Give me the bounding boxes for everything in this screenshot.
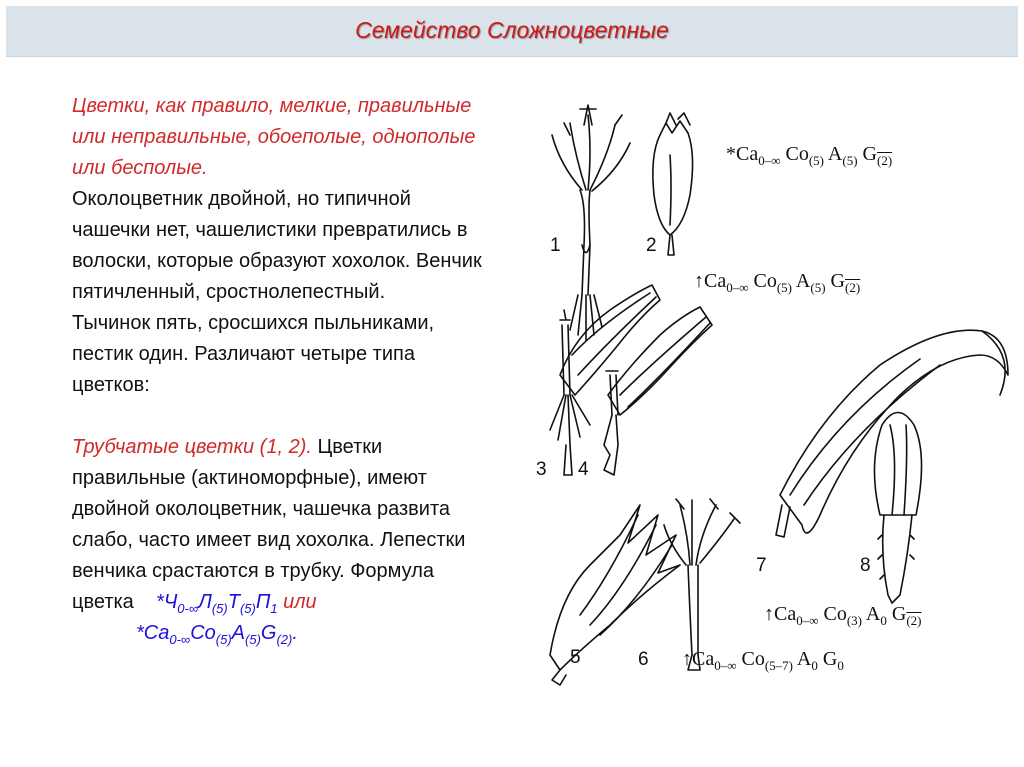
formula-tubular: $*Ca_{0-\infty}$ $Co_{(5)}$ $A_{(5)}$ $G_{(2)}$ [726, 143, 893, 168]
figure-label-3: 3 [536, 459, 547, 480]
flower-illustrations [520, 95, 1024, 695]
formula-ligulate: $↑Ca_{0-\infty}$ $Co_{(5)}$ $A_{(5)}$ $G_{(2)}$ [694, 270, 861, 295]
flower-8-drawing [874, 413, 921, 604]
figure-label-6: 6 [638, 649, 649, 670]
intro-red-text: Цветки, как правило, мелкие, правильные или неправильные, обоеполые, однополые или бесполые. [72, 95, 476, 179]
formula-funnel: $↑Ca_{0-\infty}$ $Co_{(5-7)}$ $A_0$ $G_0$ [682, 648, 844, 673]
title-bar [6, 6, 1018, 57]
tubular-paragraph [32, 432, 492, 618]
figure-label-4: 4 [578, 459, 589, 480]
figure-label-7: 7 [756, 555, 767, 576]
tubular-heading: Трубчатые цветки (1, 2). [72, 436, 312, 458]
figure-label-1: 1 [550, 235, 561, 256]
figure-label-2: 2 [646, 235, 657, 256]
or-word: или [277, 591, 317, 613]
figure-label-8: 8 [860, 555, 871, 576]
perianth-paragraph: Околоцветник двойной, но типичной чашечки нет, чашелистики превратились в волоски, которые образуют хохолок. Венчик пятичленный, сростнолепестный. [72, 188, 482, 303]
tubular-description: Цветки правильные (актиноморфные), имеют двойной околоцветник, чашечка развита слабо, часто имеет вид хохолка. Лепестки венчика срастаются в трубку. Формула цветка [72, 436, 466, 613]
formula-latin: $*Ca_{0-\infty}Co_{(5)}A_{(5)}G_{(2)}$. [136, 622, 298, 647]
stamens-paragraph: Тычинок пять, сросшихся пыльниками, пестик один. Различают четыре типа цветков: [72, 312, 435, 396]
formula-false-ligulate: $↑Ca_{0-\infty}$ $Co_{(3)}$ $A_0$ $G_{(2)}$ [764, 603, 922, 628]
formula-latin-line [32, 618, 492, 649]
description-text [32, 91, 492, 649]
formula-russian: $*Ч_{0-\infty}Л_{(5)}Т_{(5)}П_1$ [156, 591, 278, 616]
flower-6-drawing [664, 499, 740, 670]
figure-label-5: 5 [570, 647, 581, 668]
flower-2-drawing [653, 113, 693, 255]
page-title: Семейство Сложноцветные [355, 16, 669, 43]
